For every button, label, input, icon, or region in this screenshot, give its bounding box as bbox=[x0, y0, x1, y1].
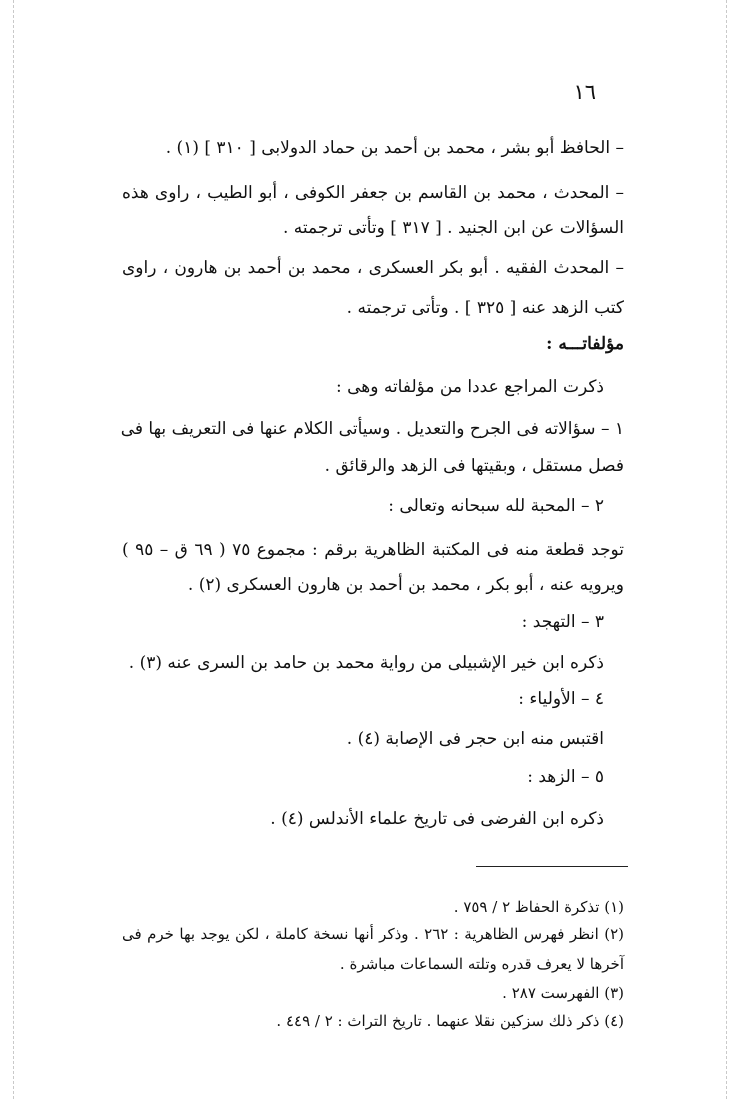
body-line: ذكرت المراجع عددا من مؤلفاته وهى : bbox=[335, 377, 604, 397]
body-line: – المحدث الفقيه . أبو بكر العسكرى ، محمد بن أحمد بن هارون ، راوى bbox=[122, 258, 624, 278]
page-edge-left bbox=[13, 0, 14, 1099]
footnote: (٤) ذكر ذلك سزكين نقلا عنهما . تاريخ التراث : ٢ / ٤٤٩ . bbox=[276, 1012, 624, 1030]
body-line: توجد قطعة منه فى المكتبة الظاهرية برقم : مجموع ٧٥ ( ٦٩ ق – ٩٥ ) bbox=[122, 540, 624, 560]
list-item: ١ – سؤالاته فى الجرح والتعديل . وسيأتى الكلام عنها فى التعريف بها فى bbox=[120, 419, 624, 439]
footnote: (٣) الفهرست ٢٨٧ . bbox=[502, 984, 624, 1002]
list-item: ٥ – الزهد : bbox=[527, 767, 604, 787]
body-line: اقتبس منه ابن حجر فى الإصابة (٤) . bbox=[346, 729, 604, 749]
section-heading: مؤلفاتـــه : bbox=[546, 334, 624, 354]
list-item: ٣ – التهجد : bbox=[521, 612, 604, 632]
body-line: – الحافظ أبو بشر ، محمد بن أحمد بن حماد الدولابى [ ٣١٠ ] (١) . bbox=[165, 138, 624, 158]
body-line: – المحدث ، محمد بن القاسم بن جعفر الكوفى ، أبو الطيب ، راوى هذه bbox=[122, 183, 624, 203]
body-line: السؤالات عن ابن الجنيد . [ ٣١٧ ] وتأتى ترجمته . bbox=[282, 218, 624, 238]
footnote: آخرها لا يعرف قدره وتلته السماعات مباشرة . bbox=[339, 955, 624, 973]
body-line: ويرويه عنه ، أبو بكر ، محمد بن أحمد بن هارون العسكرى (٢) . bbox=[187, 575, 624, 595]
page-number: ١٦ bbox=[573, 80, 596, 104]
page-edge-right bbox=[726, 0, 727, 1099]
body-line: فصل مستقل ، وبقيتها فى الزهد والرقائق . bbox=[324, 456, 624, 476]
body-line: ذكره ابن خير الإشبيلى من رواية محمد بن حامد بن السرى عنه (٣) . bbox=[128, 653, 604, 673]
footnote-divider bbox=[476, 866, 628, 867]
list-item: ٤ – الأولياء : bbox=[518, 689, 604, 709]
body-line: ذكره ابن الفرضى فى تاريخ علماء الأندلس (٤) . bbox=[270, 809, 604, 829]
footnote: (١) تذكرة الحفاظ ٢ / ٧٥٩ . bbox=[453, 898, 624, 916]
footnote: (٢) انظر فهرس الظاهرية : ٢٦٢ . وذكر أنها نسخة كاملة ، لكن يوجد بها خرم فى bbox=[122, 925, 624, 943]
body-line: كتب الزهد عنه [ ٣٢٥ ] . وتأتى ترجمته . bbox=[346, 298, 624, 318]
list-item: ٢ – المحبة لله سبحانه وتعالى : bbox=[388, 496, 604, 516]
